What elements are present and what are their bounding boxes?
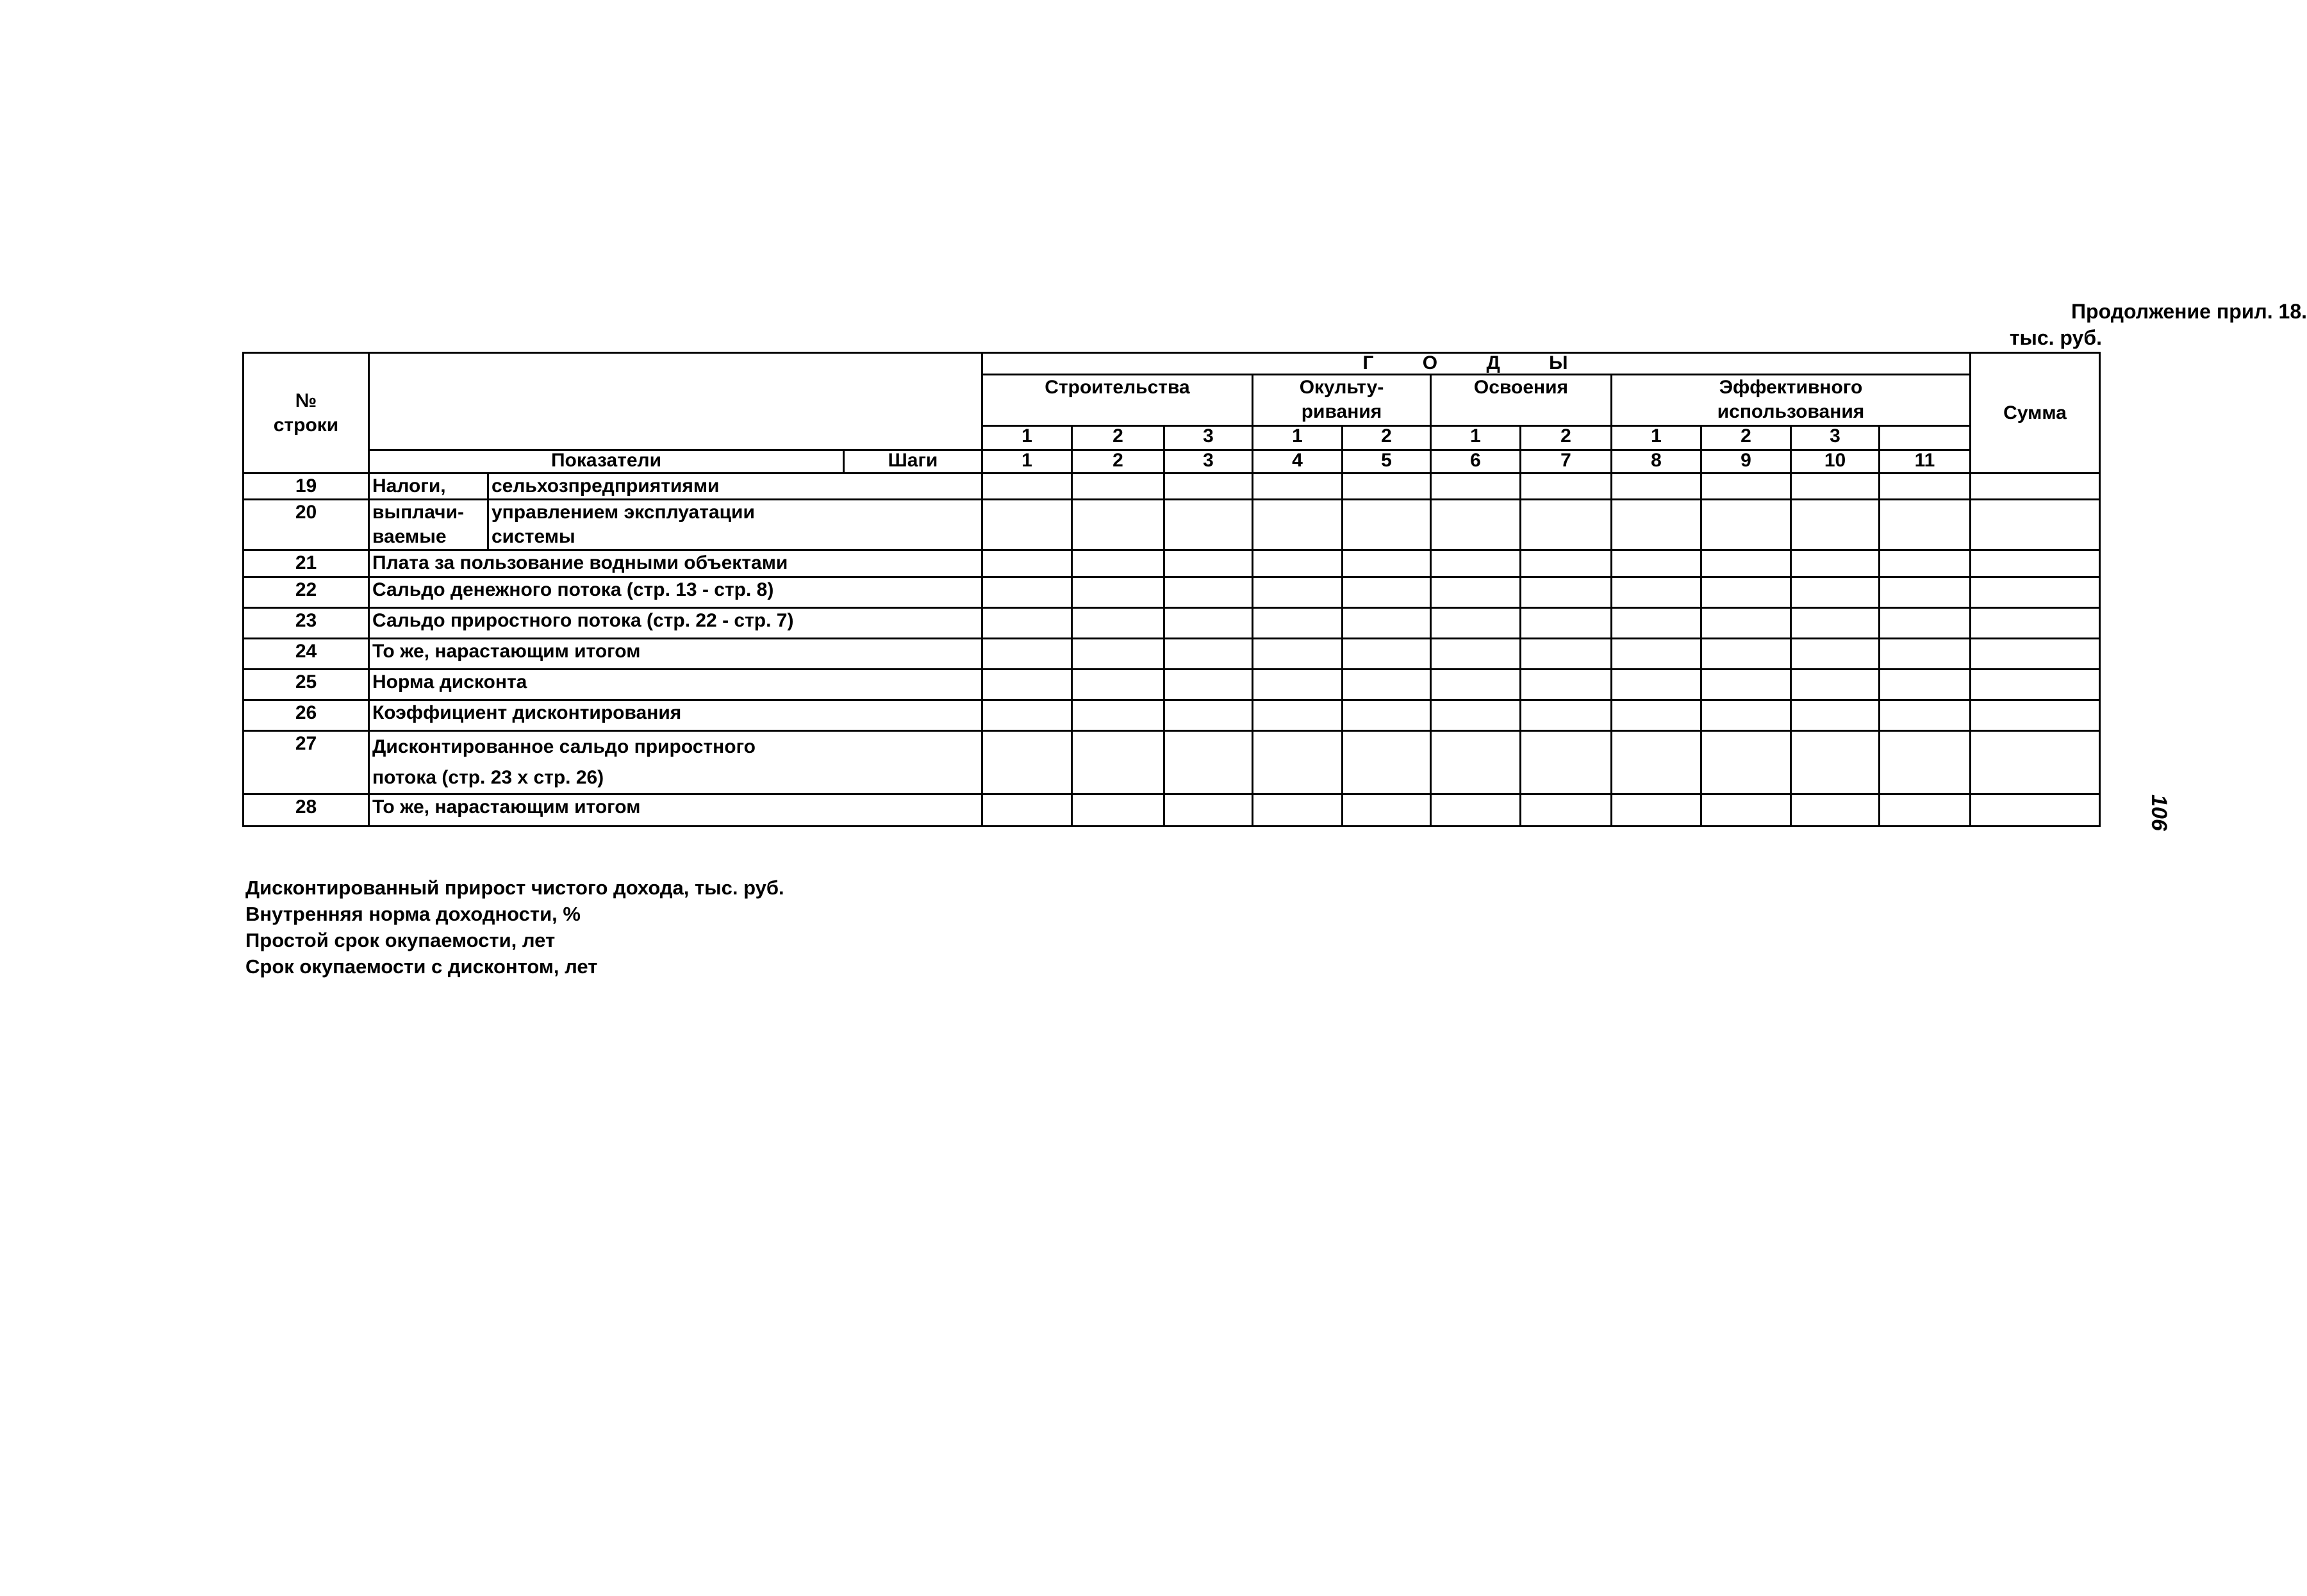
value-cell (1612, 639, 1701, 670)
value-cell (1612, 700, 1701, 731)
value-cell (1072, 794, 1164, 827)
period-year-cell: 2 (1521, 426, 1612, 450)
step-number-cell: 11 (1880, 450, 1971, 473)
value-cell (1880, 577, 1971, 608)
value-cell (982, 473, 1072, 500)
value-cell (1880, 473, 1971, 500)
row-number: 27 (244, 731, 369, 794)
value-cell (1072, 550, 1164, 577)
value-cell (1343, 700, 1431, 731)
step-number-cell: 7 (1521, 450, 1612, 473)
value-cell (1880, 639, 1971, 670)
step-number-cell: 2 (1072, 450, 1164, 473)
row-indicator-label: Норма дисконта (369, 670, 982, 700)
value-cell (1343, 577, 1431, 608)
value-cell (1072, 608, 1164, 639)
years-header: Г О Д Ы (982, 353, 1971, 375)
value-cell (1431, 550, 1521, 577)
value-cell (1072, 473, 1164, 500)
row-indicator-label: Коэффициент дисконтирования (369, 700, 982, 731)
value-cell (1253, 639, 1343, 670)
value-cell (1701, 550, 1791, 577)
sum-cell (1971, 500, 2100, 550)
row-number: 23 (244, 608, 369, 639)
value-cell (1253, 731, 1343, 794)
period-year-cell: 2 (1701, 426, 1791, 450)
value-cell (1791, 794, 1880, 827)
value-cell (1431, 700, 1521, 731)
row-indicator-label: сельхозпредприятиями (488, 473, 982, 500)
period-year-cell: 1 (1431, 426, 1521, 450)
row-number: 21 (244, 550, 369, 577)
value-cell (982, 577, 1072, 608)
summary-note: Простой срок окупаемости, лет (245, 929, 556, 951)
value-cell (1612, 550, 1701, 577)
row-group-label: выплачи- ваемые (369, 500, 488, 550)
value-cell (1612, 577, 1701, 608)
value-cell (1701, 608, 1791, 639)
value-cell (1164, 608, 1253, 639)
period-year-cell: 2 (1072, 426, 1164, 450)
value-cell (1521, 700, 1612, 731)
value-cell (1164, 670, 1253, 700)
summary-note: Внутренняя норма доходности, % (245, 903, 581, 925)
steps-header: Шаги (844, 450, 982, 473)
period-year-cell: 3 (1791, 426, 1880, 450)
sum-cell (1971, 639, 2100, 670)
value-cell (1880, 731, 1971, 794)
value-cell (1343, 473, 1431, 500)
value-cell (1612, 670, 1701, 700)
value-cell (982, 608, 1072, 639)
value-cell (1701, 794, 1791, 827)
value-cell (1612, 500, 1701, 550)
value-cell (1072, 500, 1164, 550)
step-number-cell: 9 (1701, 450, 1791, 473)
value-cell (982, 670, 1072, 700)
row-number: 24 (244, 639, 369, 670)
value-cell (1701, 473, 1791, 500)
value-cell (1612, 608, 1701, 639)
value-cell (1431, 608, 1521, 639)
period-year-cell: 1 (982, 426, 1072, 450)
value-cell (1791, 700, 1880, 731)
summary-note: Дисконтированный прирост чистого дохода, тыс. руб. (245, 876, 784, 899)
summary-notes (245, 875, 784, 980)
value-cell (1253, 794, 1343, 827)
value-cell (1521, 473, 1612, 500)
value-cell (1253, 670, 1343, 700)
value-cell (1791, 500, 1880, 550)
value-cell (1791, 473, 1880, 500)
value-cell (1612, 731, 1701, 794)
value-cell (1701, 639, 1791, 670)
value-cell (1880, 500, 1971, 550)
value-cell (1431, 670, 1521, 700)
investment-table (242, 352, 2101, 827)
value-cell (1880, 550, 1971, 577)
value-cell (1880, 794, 1971, 827)
value-cell (1521, 794, 1612, 827)
period-year-cell: 1 (1253, 426, 1343, 450)
value-cell (1880, 608, 1971, 639)
value-cell (1431, 639, 1521, 670)
value-cell (1880, 700, 1971, 731)
value-cell (1612, 794, 1701, 827)
period-year-cell: 1 (1612, 426, 1701, 450)
value-cell (1791, 550, 1880, 577)
row-indicator-label: управлением эксплуатации системы (488, 500, 982, 550)
step-number-cell: 5 (1343, 450, 1431, 473)
sum-cell (1971, 577, 2100, 608)
value-cell (1701, 731, 1791, 794)
value-cell (1072, 577, 1164, 608)
value-cell (982, 794, 1072, 827)
value-cell (1521, 639, 1612, 670)
value-cell (982, 731, 1072, 794)
row-number: 28 (244, 794, 369, 827)
value-cell (1253, 550, 1343, 577)
value-cell (1431, 577, 1521, 608)
value-cell (1431, 794, 1521, 827)
value-cell (982, 639, 1072, 670)
value-cell (1343, 639, 1431, 670)
value-cell (1164, 700, 1253, 731)
value-cell (1343, 608, 1431, 639)
sum-cell (1971, 700, 2100, 731)
sum-cell (1971, 550, 2100, 577)
period-header: Эффективного использования (1612, 375, 1971, 426)
value-cell (1431, 500, 1521, 550)
value-cell (1791, 608, 1880, 639)
row-number: 22 (244, 577, 369, 608)
value-cell (1343, 731, 1431, 794)
row-indicator-label: Сальдо денежного потока (стр. 13 - стр. 8) (369, 577, 982, 608)
indicators-header: Показатели (369, 450, 844, 473)
value-cell (1253, 608, 1343, 639)
period-header: Освоения (1431, 375, 1612, 426)
value-cell (982, 500, 1072, 550)
sum-header: Сумма (1971, 353, 2100, 473)
value-cell (1701, 700, 1791, 731)
value-cell (1164, 577, 1253, 608)
sum-cell (1971, 731, 2100, 794)
value-cell (1521, 577, 1612, 608)
value-cell (1521, 500, 1612, 550)
row-number: 19 (244, 473, 369, 500)
row-indicator-label: Плата за пользование водными объектами (369, 550, 982, 577)
row-indicator-label: Сальдо приростного потока (стр. 22 - стр. 7) (369, 608, 982, 639)
value-cell (1164, 639, 1253, 670)
blank-header (369, 353, 982, 450)
value-cell (1072, 700, 1164, 731)
page-number: 106 (2147, 794, 2171, 831)
value-cell (1164, 500, 1253, 550)
value-cell (1791, 670, 1880, 700)
value-cell (1791, 731, 1880, 794)
value-cell (1253, 500, 1343, 550)
period-year-cell: 3 (1164, 426, 1253, 450)
value-cell (1253, 577, 1343, 608)
period-header: Окульту- ривания (1253, 375, 1431, 426)
sum-cell (1971, 608, 2100, 639)
step-number-cell: 4 (1253, 450, 1343, 473)
value-cell (1164, 473, 1253, 500)
value-cell (982, 550, 1072, 577)
value-cell (1612, 473, 1701, 500)
period-year-cell: 2 (1343, 426, 1431, 450)
value-cell (1880, 670, 1971, 700)
value-cell (1521, 550, 1612, 577)
step-number-cell: 8 (1612, 450, 1701, 473)
value-cell (1701, 670, 1791, 700)
sum-cell (1971, 794, 2100, 827)
value-cell (1521, 670, 1612, 700)
value-cell (1072, 731, 1164, 794)
value-cell (1343, 550, 1431, 577)
row-indicator-label: Дисконтированное сальдо приростного потока (стр. 23 х стр. 26) (369, 731, 982, 794)
value-cell (1164, 550, 1253, 577)
step-number-cell: 1 (982, 450, 1072, 473)
value-cell (1521, 731, 1612, 794)
value-cell (1791, 639, 1880, 670)
period-year-cell (1880, 426, 1971, 450)
summary-note: Срок окупаемости с дисконтом, лет (245, 955, 598, 978)
value-cell (1164, 794, 1253, 827)
value-cell (1253, 473, 1343, 500)
value-cell (1343, 794, 1431, 827)
header-block (1666, 300, 2307, 350)
row-indicator-label: То же, нарастающим итогом (369, 794, 982, 827)
value-cell (1164, 731, 1253, 794)
value-cell (1343, 500, 1431, 550)
sum-cell (1971, 670, 2100, 700)
value-cell (1072, 670, 1164, 700)
value-cell (1521, 608, 1612, 639)
step-number-cell: 3 (1164, 450, 1253, 473)
value-cell (1701, 500, 1791, 550)
row-number: 25 (244, 670, 369, 700)
row-number: 20 (244, 500, 369, 550)
row-number: 26 (244, 700, 369, 731)
period-header: Строительства (982, 375, 1253, 426)
value-cell (1791, 577, 1880, 608)
step-number-cell: 10 (1791, 450, 1880, 473)
units-note: тыс. руб. (2009, 326, 2102, 349)
continuation-note: Продолжение прил. 18. (2071, 300, 2307, 323)
value-cell (1343, 670, 1431, 700)
row-number-header: № строки (244, 353, 369, 473)
value-cell (1431, 473, 1521, 500)
sum-cell (1971, 473, 2100, 500)
row-indicator-label: То же, нарастающим итогом (369, 639, 982, 670)
row-group-label: Налоги, (369, 473, 488, 500)
value-cell (1072, 639, 1164, 670)
value-cell (1431, 731, 1521, 794)
value-cell (1701, 577, 1791, 608)
step-number-cell: 6 (1431, 450, 1521, 473)
value-cell (982, 700, 1072, 731)
value-cell (1253, 700, 1343, 731)
